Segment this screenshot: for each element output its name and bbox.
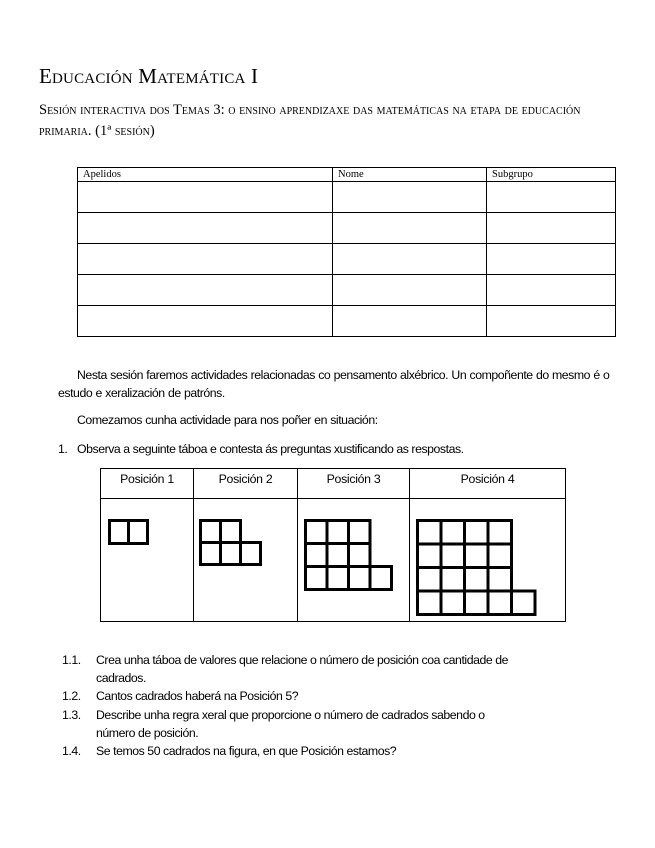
lead-in-paragraph: Comezamos cunha actividade para nos poñer en situación: bbox=[77, 413, 378, 427]
nome-cell[interactable] bbox=[333, 306, 487, 337]
exercise-number: 1. bbox=[58, 442, 68, 456]
table-row bbox=[78, 244, 616, 275]
apelidos-cell[interactable] bbox=[78, 213, 333, 244]
posicion-2-square-figure bbox=[199, 519, 263, 569]
nome-cell[interactable] bbox=[333, 275, 487, 306]
page-title: Educación Matemática I bbox=[39, 64, 259, 88]
posicion-1-square-figure bbox=[108, 519, 150, 547]
exercise-text: Observa a seguinte táboa e contesta ás preguntas xustificando as respostas. bbox=[77, 442, 464, 456]
table-row bbox=[78, 182, 616, 213]
table-row bbox=[78, 306, 616, 337]
question-text: Describe unha regra xeral que proporcione o número de cadrados sabendo o número de posición. bbox=[96, 708, 485, 740]
nome-cell[interactable] bbox=[333, 244, 487, 275]
header-posicion-1: Posición 1 bbox=[101, 469, 194, 499]
student-table-header-row bbox=[78, 168, 616, 182]
posicion-4-square-figure bbox=[416, 519, 538, 617]
posicion-3-cell bbox=[298, 499, 410, 622]
subgrupo-cell[interactable] bbox=[487, 182, 616, 213]
question-text: Crea unha táboa de valores que relacione o número de posición coa cantidade de cadrados. bbox=[96, 653, 508, 685]
subgrupo-cell[interactable] bbox=[487, 275, 616, 306]
header-posicion-3: Posición 3 bbox=[298, 469, 410, 499]
subgrupo-cell[interactable] bbox=[487, 306, 616, 337]
question-number: 1.3. bbox=[62, 708, 81, 722]
nome-cell[interactable] bbox=[333, 213, 487, 244]
pattern-figures-row bbox=[101, 499, 566, 622]
exercise-1 bbox=[58, 440, 464, 458]
intro-paragraph: Nesta sesión faremos actividades relacionadas co pensamento alxébrico. Un compoñente do mesmo é o estudo e xeralización de patróns. bbox=[58, 368, 610, 400]
question-number: 1.1. bbox=[62, 653, 81, 667]
table-row bbox=[78, 275, 616, 306]
subgrupo-cell[interactable] bbox=[487, 213, 616, 244]
session-subtitle: Sesión interactiva dos Temas 3: o ensino aprendizaxe das matemáticas na etapa de educación primaria. (1ª sesión) bbox=[39, 102, 581, 139]
posicion-3-square-figure bbox=[304, 519, 394, 593]
pattern-table bbox=[100, 468, 566, 622]
header-subgrupo: Subgrupo bbox=[487, 168, 616, 182]
header-posicion-4: Posición 4 bbox=[410, 469, 566, 499]
posicion-4-cell bbox=[410, 499, 566, 622]
question-number: 1.2. bbox=[62, 689, 81, 703]
apelidos-cell[interactable] bbox=[78, 244, 333, 275]
header-nome: Nome bbox=[333, 168, 487, 182]
posicion-2-cell bbox=[194, 499, 298, 622]
question-number: 1.4. bbox=[62, 744, 81, 758]
question-text: Se temos 50 cadrados na figura, en que Posición estamos? bbox=[96, 744, 397, 758]
student-info-table bbox=[77, 167, 616, 337]
apelidos-cell[interactable] bbox=[78, 306, 333, 337]
table-row bbox=[78, 213, 616, 244]
apelidos-cell[interactable] bbox=[78, 275, 333, 306]
header-posicion-2: Posición 2 bbox=[194, 469, 298, 499]
subgrupo-cell[interactable] bbox=[487, 244, 616, 275]
header-apelidos: Apelidos bbox=[78, 168, 333, 182]
question-text: Cantos cadrados haberá na Posición 5? bbox=[96, 689, 299, 703]
nome-cell[interactable] bbox=[333, 182, 487, 213]
apelidos-cell[interactable] bbox=[78, 182, 333, 213]
posicion-1-cell bbox=[101, 499, 194, 622]
pattern-header-row bbox=[101, 469, 566, 499]
